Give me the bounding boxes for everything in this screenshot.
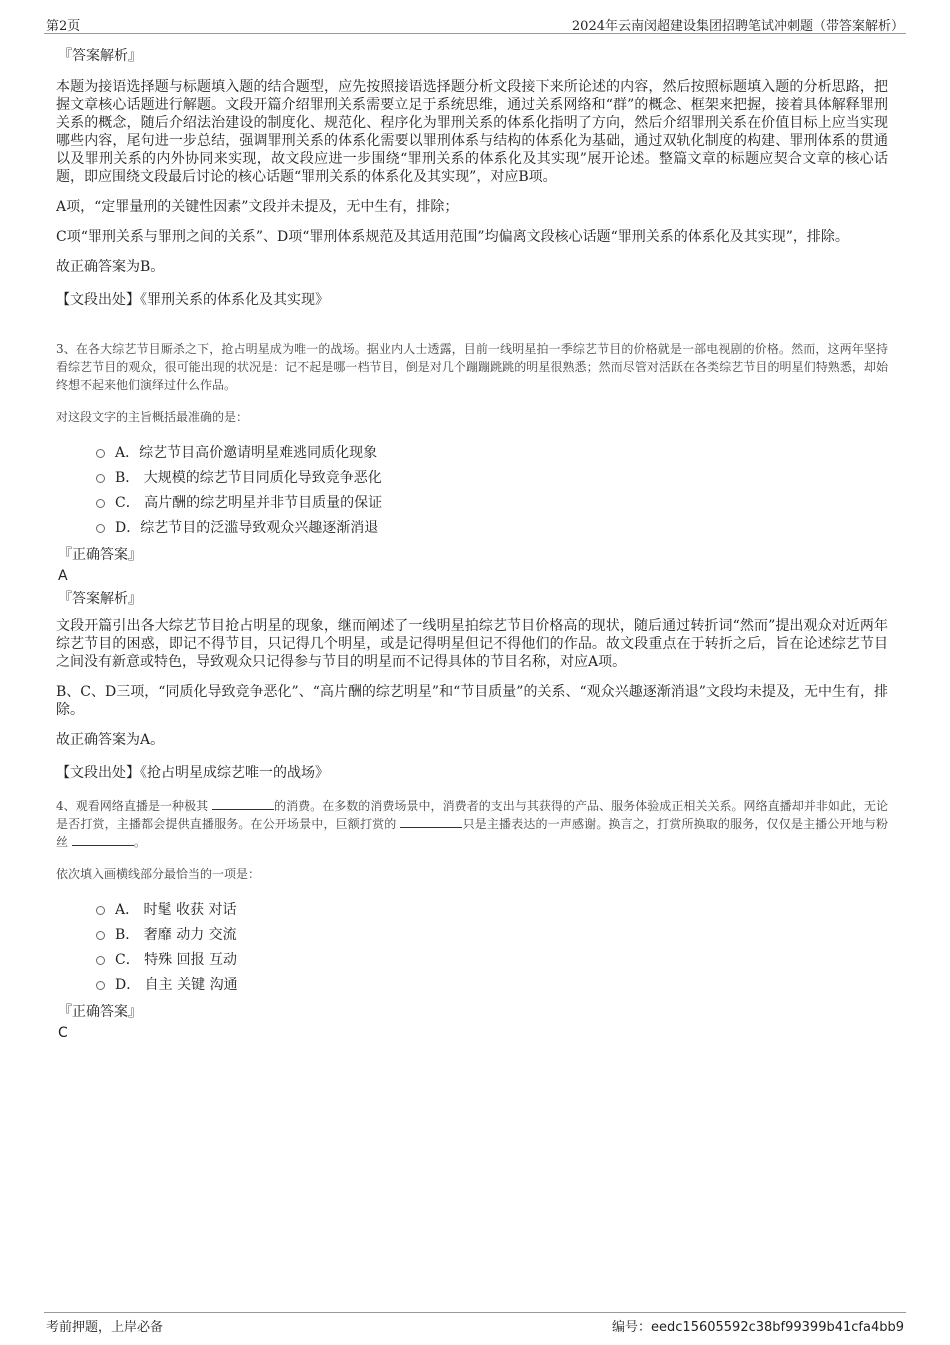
- q3-option-a[interactable]: A．综艺节目高价邀请明星难逃同质化现象: [96, 441, 888, 466]
- blank-1: [212, 797, 274, 810]
- q3-option-d[interactable]: D．综艺节目的泛滥导致观众兴趣逐渐消退: [96, 516, 888, 541]
- q3-analysis-para-2: B、C、D三项，“同质化导致竞争恶化”、“高片酬的综艺明星”和“节目质量”的关系、“观众兴趣逐渐消退”文段均未提及，无中生有，排除。: [56, 684, 888, 718]
- q4-option-a[interactable]: A． 时髦 收获 对话: [96, 898, 888, 923]
- q4-option-b[interactable]: B． 奢靡 动力 交流: [96, 923, 888, 948]
- q3-correct-label: 『正确答案』: [58, 547, 142, 563]
- blank-3: [72, 833, 134, 846]
- q3-analysis-para-3: 故正确答案为A。: [56, 732, 165, 748]
- q3-option-c[interactable]: C． 高片酬的综艺明星并非节目质量的保证: [96, 491, 888, 516]
- radio-icon[interactable]: [96, 981, 105, 990]
- q4-correct-label: 『正确答案』: [58, 1004, 142, 1020]
- q4-option-d[interactable]: D． 自主 关键 沟通: [96, 973, 888, 998]
- radio-icon[interactable]: [96, 449, 105, 458]
- radio-icon[interactable]: [96, 906, 105, 915]
- radio-icon[interactable]: [96, 524, 105, 533]
- q2-analysis-para-3: C项“罪刑关系与罪刑之间的关系”、D项“罪刑体系规范及其适用范围”均偏离文段核心话题“罪刑关系的体系化及其实现”，排除。: [56, 229, 849, 245]
- q3-options: [96, 441, 888, 541]
- q3-analysis-label: 『答案解析』: [58, 591, 142, 607]
- radio-icon[interactable]: [96, 474, 105, 483]
- q2-analysis-para-4: 故正确答案为B。: [56, 259, 165, 275]
- page-header: [44, 13, 906, 34]
- q3-prompt: 对这段文字的主旨概括最准确的是：: [56, 410, 249, 424]
- q4-option-c[interactable]: C． 特殊 回报 互动: [96, 948, 888, 973]
- footer-slogan: 考前押题，上岸必备: [46, 1320, 164, 1335]
- page-content: [56, 44, 888, 1042]
- blank-2: [400, 815, 462, 828]
- q3-analysis-para-1: 文段开篇引出各大综艺节目抢占明星的现象，继而阐述了一线明星拍综艺节目价格高的现状，随后通过转折词“然而”提出观众对近两年综艺节目的困惑，即记不得节目，只记得几个明星，或是记得明星但记不得他们的作品。故文段重点在于转折之后，旨在论述综艺节目之间没有新意或特色，导致观众只记得参与节目的明星而不记得具体的节目名称，对应A项。: [56, 618, 888, 670]
- q3-question-text: 3、在各大综艺节目厮杀之下，抢占明星成为唯一的战场。据业内人士透露，目前一线明星拍一季综艺节目的价格就是一部电视剧的价格。然而，这两年坚持看综艺节目的观众，很可能出现的状况是：记不起是哪一档节目，倒是对几个蹦蹦跳跳的明星很熟悉；然而尽管对活跃在各类综艺节目的明星们特熟悉，却始终想不起来他们演绎过什么作品。: [56, 342, 888, 392]
- q3-option-b[interactable]: B． 大规模的综艺节目同质化导致竞争恶化: [96, 466, 888, 491]
- radio-icon[interactable]: [96, 956, 105, 965]
- q4-options: [96, 898, 888, 998]
- page-number: 第2页: [46, 19, 81, 34]
- q2-source: 【文段出处】《罪刑关系的体系化及其实现》: [56, 292, 329, 308]
- q2-analysis-para-1: 本题为接语选择题与标题填入题的结合题型，应先按照接语选择题分析文段接下来所论述的内容，然后按照标题填入题的分析思路，把握文章核心话题进行解题。文段开篇介绍罪刑关系需要立足于系统思维，通过关系网络和“群”的概念、框架来把握，接着具体解释罪刑关系的概念，随后介绍法治建设的制度化、规范化、程序化为罪刑关系的体系化指明了方向，然后介绍罪刑关系在价值目标上应当实现哪些内容，尾句进一步总结，强调罪刑关系的体系化需要以罪刑体系与结构的体系化为基础，通过双轨化制度的构建、罪刑体系的贯通以及罪刑关系的内外协同来实现，故文段应进一步围绕“罪刑关系的体系化及其实现”展开论述。整篇文章的标题应契合文章的核心话题，即应围绕文段最后讨论的核心话题“罪刑关系的体系化及其实现”，对应B项。: [56, 79, 888, 185]
- document-title: 2024年云南闵超建设集团招聘笔试冲刺题（带答案解析）: [571, 19, 904, 34]
- radio-icon[interactable]: [96, 499, 105, 508]
- document-id: 编号：eedc15605592c38bf99399b41cfa4bb9: [612, 1320, 904, 1335]
- q4-question-text: 4、观看网络直播是一种极其 的消费。在多数的消费场景中，消费者的支出与其获得的产品、服务体验成正相关关系。网络直播却并非如此，无论是否打赏，主播都会提供直播服务。在公开场景中，巨额打赏的 只是主播表达的一声感谢。换言之，打赏所换取的服务，仅仅是主播公开地与粉丝 。: [56, 799, 888, 849]
- page-footer: [44, 1312, 906, 1337]
- q2-analysis-label: 『答案解析』: [58, 48, 142, 64]
- q4-correct-answer: C: [58, 1025, 68, 1041]
- q4-prompt: 依次填入画横线部分最恰当的一项是：: [56, 867, 261, 881]
- radio-icon[interactable]: [96, 931, 105, 940]
- q3-source: 【文段出处】《抢占明星成综艺唯一的战场》: [56, 765, 329, 781]
- q2-analysis-para-2: A项，“定罪量刑的关键性因素”文段并未提及，无中生有，排除；: [56, 199, 459, 215]
- q3-correct-answer: A: [58, 568, 68, 584]
